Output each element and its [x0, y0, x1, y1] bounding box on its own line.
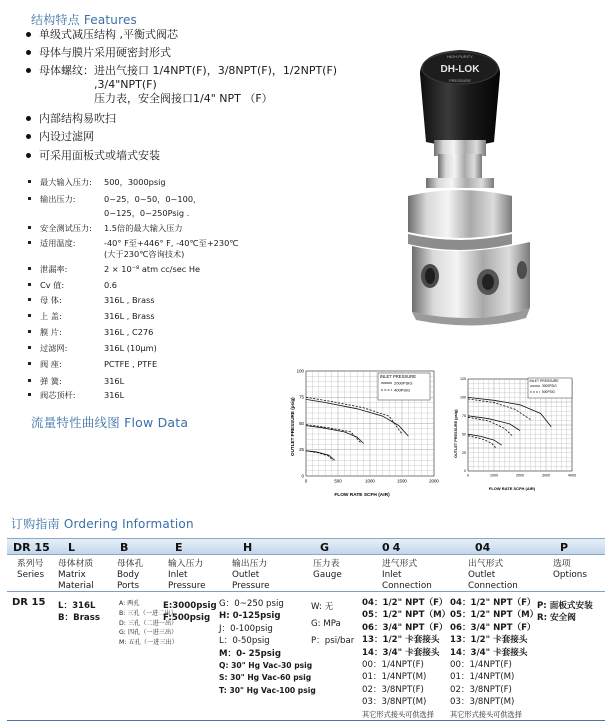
header-inlet-connection: 进气形式 Inlet Connection — [382, 559, 432, 591]
code-series: DR 15 — [13, 541, 50, 554]
feature-item: 内设过滤网 — [26, 130, 94, 144]
y-tick-label: 25 — [299, 447, 304, 453]
feature-item: 内部结构易吹扫 — [26, 112, 116, 126]
chart2-ylabel: OUTLET PRESSURE (psig) — [454, 409, 458, 458]
y-tick-label: 100 — [460, 395, 466, 400]
header-gauge: 压力表 Gauge — [313, 559, 342, 580]
feature-item: 单级式减压结构 ,平衡式阀芯 — [26, 28, 178, 42]
code-inlet-pressure: E — [175, 541, 183, 554]
x-tick-label: 500 — [334, 478, 342, 484]
ordering-title: 订购指南 Ordering Information — [11, 517, 194, 531]
bullet-icon — [26, 32, 31, 37]
outlet-pressure-options: G：0~250 psig H: 0-125psig J：0-100psig L：0-50psig M：0- 25psig Q: 30" Hg Vac-30 psig S: 30" Hg Vac-60 psig T: 30" Hg Vac-100 psig — [219, 599, 316, 695]
bullet-icon — [26, 134, 31, 139]
code-outlet-pressure: H — [243, 541, 253, 554]
chart1-legend-label: 2000PSIG — [394, 380, 413, 386]
feature-thread-continued: ,3/4"NPT(F) — [94, 78, 157, 91]
spec-row: 安全测试压力: 1.5倍的最大输入压力 — [28, 223, 102, 234]
chart1-xlabel: FLOW RATE SCFH (AIR) — [334, 493, 390, 498]
chart2-legend-label: 500PSIG — [542, 390, 555, 395]
header-options: 选项 Options — [553, 559, 587, 580]
y-tick-label: 50 — [462, 432, 466, 437]
y-tick-label: 75 — [462, 414, 466, 418]
y-tick-label: 0 — [301, 473, 304, 479]
bullet-icon — [26, 116, 31, 121]
spec-row: 过滤网: 316L (10μm) — [28, 343, 102, 354]
spec-row: 阀芯顶杆: 316L — [28, 390, 102, 401]
feature-gauge-port: 压力表，安全阀接口1/4" NPT （F） — [94, 92, 273, 105]
x-tick-label: 2000 — [429, 478, 439, 484]
code-ports: B — [120, 541, 129, 554]
x-tick-label: 1000 — [365, 478, 375, 484]
flow-chart-2 — [448, 376, 578, 494]
code-inlet-connection: 04 — [382, 541, 404, 554]
y-tick-label: 75 — [299, 394, 304, 400]
y-tick-label: 50 — [299, 420, 304, 426]
x-tick-label: 0 — [304, 478, 308, 484]
svg-text:HIGH PURITY: HIGH PURITY — [447, 54, 473, 59]
x-tick-label: 0 — [467, 473, 469, 478]
y-tick-label: 100 — [296, 368, 304, 374]
spec-row: 阀 座: PCTFE , PTFE — [28, 359, 102, 370]
chart1-ylabel: OUTLET PRESSURE (psig) — [290, 397, 295, 456]
spec-row: 输出压力: 0~25，0~50，0~100， — [28, 194, 102, 205]
spec-row: 适用温度: -40° F至+446° F, -40℃至+230℃ — [28, 238, 102, 249]
feature-item: 可采用面板式或墙式安装 — [26, 149, 160, 163]
chart2-legend-label: 3000PSIG — [542, 384, 557, 389]
spec-row: 最大输入压力: 500，3000psig — [28, 177, 102, 188]
flow-chart-1 — [282, 364, 442, 502]
code-material: L — [68, 541, 76, 554]
y-tick-label: 0 — [464, 469, 466, 474]
spec-row: 膜 片: 316L , C276 — [28, 327, 102, 338]
spec-row: Cv 值: 0.6 — [28, 280, 102, 291]
features-title: 结构特点 Features — [31, 13, 138, 27]
spec-row: 母 体: 316L , Brass — [28, 295, 102, 306]
spec-row: (大于230℃咨询技术) — [104, 249, 185, 259]
inlet-connection-options: 04：1/2" NPT（F） 05：1/2" NPT（M） 06：3/4" NPT（F） 13：1/2" 卡套接头 14：3/4" 卡套接头 00：1/4NPT(F) 01：1/4NPT(M) 02：3/8NPT(F) 03：3/8NPT(M) 其它形式接头可供选择 — [362, 598, 451, 719]
x-tick-label: 4000 — [568, 473, 576, 478]
spec-row: 弹 簧: 316L — [28, 376, 102, 387]
header-ports: 母体孔 Body Ports — [117, 559, 144, 591]
inlet-pressure-options: E:3000psig F:500psig — [163, 601, 217, 624]
spec-row: 0~125，0~250Psig . — [104, 208, 190, 218]
bullet-icon — [26, 50, 31, 55]
spec-row: 泄漏率: 2 × 10⁻⁸ atm cc/sec He — [28, 264, 102, 275]
flow-data-title: 流量特性曲线图 Flow Data — [31, 415, 189, 430]
knob-brand: DH-LOK — [440, 64, 480, 75]
feature-item: 母体螺纹：进出气接口 1/4NPT(F)，3/8NPT(F)，1/2NPT(F) — [26, 64, 337, 78]
ordering-code-bar — [7, 538, 605, 555]
x-tick-label: 2000 — [516, 473, 524, 478]
x-tick-label: 3000 — [542, 473, 550, 478]
table-divider — [7, 591, 605, 592]
material-options: L：316L B：Brass — [58, 601, 100, 624]
header-series: 系列号 Series — [17, 559, 45, 580]
x-tick-label: 1000 — [490, 473, 498, 478]
header-material: 母体材质 Matrix Material — [58, 559, 94, 591]
chart1-legend-label: 400PSIG — [394, 387, 411, 393]
regulator-product-image — [398, 46, 558, 346]
code-outlet-connection: 04 — [475, 541, 491, 554]
chart1-legend-title: INLET PRESSURE — [380, 374, 416, 379]
table-bottom-border — [7, 720, 605, 721]
feature-item: 母体与膜片采用硬密封形式 — [26, 46, 171, 60]
code-gauge: G — [320, 541, 330, 554]
y-tick-label: 125 — [460, 377, 466, 382]
gauge-options: W: 无 G: MPa P：psi/bar — [311, 602, 355, 646]
chart2-legend-title: INLET PRESSURE — [529, 379, 559, 383]
chart2-xlabel: FLOW RATE SCFH (AIR) — [488, 486, 536, 491]
bullet-icon — [26, 153, 31, 158]
header-inlet-pressure: 输入压力 Inlet Pressure — [168, 559, 206, 591]
header-outlet-pressure: 输出压力 Outlet Pressure — [232, 559, 270, 591]
spec-row: 上 盖: 316L , Brass — [28, 311, 102, 322]
x-tick-label: 1500 — [397, 478, 407, 484]
options-list: P: 面板式安装 R: 安全阀 — [537, 601, 593, 624]
ports-options: A: 两孔 B: 三孔（一进二出） D: 三孔（二进一出） G: 四孔（一进三出） M: 五孔（一进三出） — [119, 600, 178, 647]
code-options: P — [560, 541, 569, 554]
outlet-connection-options: 04：1/2" NPT（F） 05：1/2" NPT（M） 06：3/4" NPT（F） 13：1/2" 卡套接头 14：3/4" 卡套接头 00：1/4NPT(F) 01：1/4NPT(M) 02：3/8NPT(F) 03：3/8NPT(M) 其它形式接头可供选择 — [450, 598, 539, 719]
y-tick-label: 25 — [462, 450, 466, 455]
svg-text:PRESSURE: PRESSURE — [448, 78, 472, 83]
bullet-icon — [26, 68, 31, 73]
series-value: DR 15 — [12, 597, 46, 608]
header-outlet-connection: 出气形式 Outlet Connection — [468, 559, 518, 591]
